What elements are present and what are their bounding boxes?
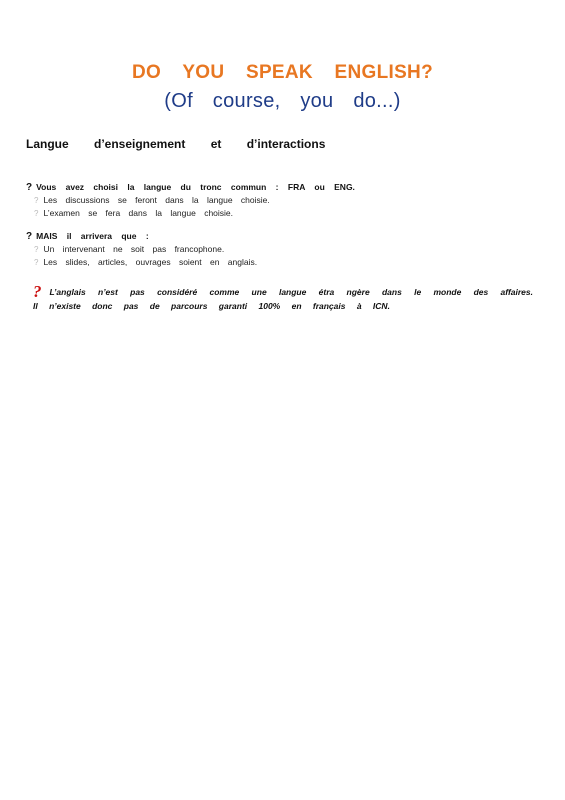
question-1-text: Vous avez choisi la langue du tronc commun : FRA ou ENG. [36, 182, 355, 192]
question-2-text: MAIS il arrivera que : [36, 231, 149, 241]
sub-bullet-icon: ? [34, 258, 39, 267]
list-item [34, 244, 224, 254]
question-2 [26, 231, 149, 242]
list-item-text: L’examen se fera dans la langue choisie. [43, 208, 234, 218]
list-item-text: Un intervenant ne soit pas francophone. [43, 244, 225, 254]
list-item [34, 257, 257, 267]
page-title: DO YOU SPEAK ENGLISH? [132, 62, 433, 83]
list-item [34, 195, 270, 205]
page-subtitle: (Of course, you do...) [164, 90, 401, 112]
question-1 [26, 182, 355, 193]
list-item-text: Les slides, articles, ouvrages soient en anglais. [43, 257, 258, 267]
list-item-text: Les discussions se feront dans la langue choisie. [43, 195, 270, 205]
question-mark-icon: ? [26, 182, 33, 193]
sub-bullet-icon: ? [34, 196, 39, 205]
list-item [34, 208, 233, 218]
sub-bullet-icon: ? [34, 209, 39, 218]
note-paragraph [33, 282, 533, 313]
sub-bullet-icon: ? [34, 245, 39, 254]
red-question-mark-icon: ? [33, 282, 42, 301]
question-mark-icon: ? [26, 231, 33, 242]
note-text: L’anglais n’est pas considéré comme une langue étra ngère dans le monde des affaires. Il n’existe donc pas de parcours garanti 100% en français à ICN. [33, 287, 533, 311]
section-heading: Langue d’enseignement et d’interactions [26, 137, 326, 151]
